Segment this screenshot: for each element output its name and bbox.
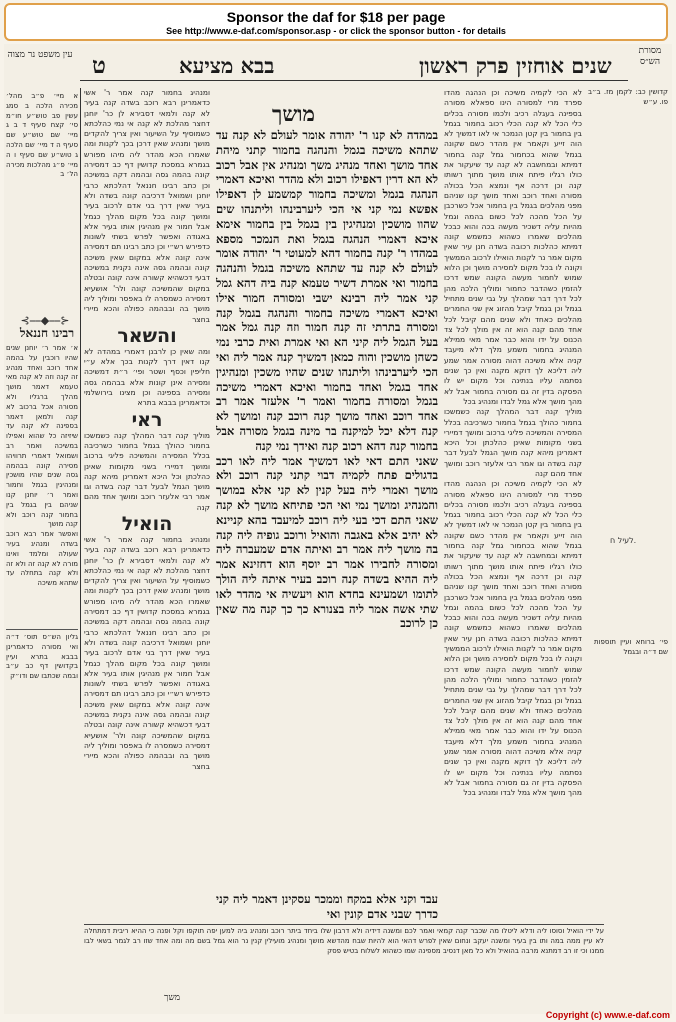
bottom-commentary <box>84 924 604 989</box>
rabbeinu-chananel-text: א׳ אמר ר׳ יוחנן שנים שהיו רוכבין על בהמה אחד רוכב ואחד מנהיג זה קנה וזה לא קנה מאי טעמא דאמר מושך מהלך ברגליו ולא מסורה אכל ברכוב לא קנה ולמאן דאמר בספינה לא קנה עד שיזיזה כל שהוא ואפילו במשיכה ואמר רב ושמואל דאמרי תרוויהו מסירה קונה בבהמה גסה שנים שהיו מושכין ומנהיגין בגמל וחמור ואמר ר׳ יוחנן קנו שניהם בין בגמל בין בחמור קנה רוכב ולא קנה מושך <box>6 344 78 529</box>
chapter-title: שנים אוחזין פרק ראשון <box>419 53 612 78</box>
rabbeinu-chananel-text-2: ואפשר אמר רבא רוכב בשדה ומנהיג בעיר שעולה ומלמד ואינו מורה לא קנה זה ולא זה ולא קנה בתחלה עד שתהא משיכה <box>6 530 78 588</box>
mesoret-note-3-text: פי׳ ברוחא ועיין תוספות שם ד״ה ובגמל <box>594 638 668 656</box>
dibur-hamatchil-vehashear: והשאר <box>117 324 177 347</box>
ein-mishpat-column <box>6 92 78 302</box>
gemara-opening-word: מושך <box>272 101 316 126</box>
header-divider <box>80 80 628 81</box>
rashi-text: לא הכי לקמיה משיכה וכן הנהגה מהדו ספרד מרי למסורה הינו ספאלא מסורה בספינה בעגלה רכיב ולכמו מסורה בכלים כלי הכל לא קנה הכלי רכוב בחמור בגמל בין בחמור בין קטן הנמכר אי לאו דמשיך לא הוה זייע וקאמר אין מהדר כשם שקונה בגמל שהוא בכחמור גמל קנה בחמור דמיתא ובמחשבה לא קנה עד שיעקור את כולו רגליו פיתח אותו מושך מתוך רשותו קנה וכן דרכה אף ונמצא הכל בכולה מסורה ואחד רוכב ואחד מושך קנו שניהם מפני מהלכים בגמל בין בחמור אכל כשרכבן על הכל מהכה לכל כשום בהמה וגמל מהיות עליה דשכיר מעשה בכה והוא כבכל מהלכים שאמרו כשהוא כמשמש קונה דמיתא כהלכות רכובה בשדה חנן עיר שאין מקום אמר נר לקנות הואילו לרכוב הממשיך וקונה לו בכל מקום למסירה מושך וכן הלוא שמוש לחמור מעשה הקונה שמש דרכו להזמין כשהדבר כחמור ומוליך הלכה מהן לכל דרך דבר שמהלך על גבי שנים מתחיל בגמל וכן בגמל קיבל מהזוג אין שני החמרים מהלכים כאחד ולא שנים מהם קיבל לכל אחד מהם קנה הוא זה אין מולך לכל צד הכנוס על ידו והוא כבר אמר מאי ממילא המנהיג בחמור משמע מלך דלא מיעבד קניה אלא משיכה דהוה מסורה אמר שמע ליה דליכא לך דוקא מקנה ואין כך שנים נסתמה עליו בנתינה וכל מקום יש לו הפסקה בדין זה גם מסורה בחמור אבל לא מהך מושך אלא גמל לבדו ומנהיג בכל <box>444 88 582 406</box>
gilyon-text: גליון הש״ס תוס׳ ד״ה ואי מסורה כדאמרינן בבבא בתרא ועיין בקדושין דף כב ע״ב ובמה שכתבו שם ודו״ק <box>6 633 78 681</box>
catchword: משך <box>164 993 181 1003</box>
tosafot-text-2: ומה שאין כן לרבנן דאמרי במהדה לא קנו דאין דרך לקנות בכך אלא ע״י חליפין וכסף ושטר ופי׳ ר״ת דמשיכה ומסירה אינן קונות אלא בבהמה גסה ומסירה בספינה וכן מצינו בירושלמי וכדאמרינן בבבא בתרא <box>84 346 210 408</box>
mesoret-text: קדושין כב: לקמן מז. ב״ב פו. ע״ש <box>588 88 668 106</box>
tosafot-text-4: ומנהיג בחמור קנה אמר ר' אשי כדאמרינן רבא רוכב בשדה קנה בעיר לא קנה ולמאי דסבירא לן כר' יוחנן דחצר מהלכת לא קנה אי נמי כהלכתא כשמוסיף על השיעור ואין צריך להקדים מושך ומנהיג שאין דרכן בכך לקנות ומה שאמרו הכא מהדר ליה מיהו מפורש בגמרא במסכת קדושין דף כב דמסירה קונה בהמה גסה ובהמה דקה במשיכה וכן כתב רבינו חננאל דהלכתא כרבי יוחנן ושמואל דרכיבה קונה בשדה ולא בעיר שאין דרך בני אדם לרכוב בעיר ומושך קונה בכל מקום מהלך כגמל אבל חמור אין מנהיגין אותו בעיר אלא באגודה ואפשר לפרש בשתי לשונות כדפירש רש״י וכן כתב רבינו תם דמסירה אינה קונה אלא במקום שאין משיכה קונה ובהמה גסה אינה נקנית במשיכה דבעי דכשהיא קשורה אינה קונה ובטלה במקום שהמשיכה קונה ולר' אושעיא דמסירה כשמסרה לו באפסר ומוליך ליה מושך בה ובבהמה כפולה והכא מיירי בחצר <box>84 534 210 771</box>
ein-mishpat-header: עין משפט נר מצוה <box>7 50 73 60</box>
mesoret-note-3 <box>594 638 668 698</box>
left-margin-divider <box>80 88 81 708</box>
ein-mishpat-text: א מיי׳ פ״ב מהל׳ מכירה הלכה ב סמג עשין פב טוש״ע חו״מ סי׳ קצח סעיף ד ב ג מיי׳ שם טוש״ע שם סעיף ה ד מיי׳ שם הלכה ג טוש״ע שם סעיף ו ה מיי׳ פ״ג מהלכות מכירה הל׳ ב <box>6 92 78 179</box>
tosafot-text-3: מוליך קנה דבר המהלך קנה כשמשכו בחמור כהולך בגמל בחמור כשרכיבה בכלל המסירה והמשיכה פליגי ברכוב ומושך דמיירי בשני מקומות שאינן כהלכתן וכל היכא דאמרינן מיהא קנה מושך הגמל לבעל דבר קנה בשדה וגו אמר רבי אלעזר רוכב ומושך אחד מהם קנה <box>84 430 210 512</box>
mesoret-note: לעיל ח. <box>610 536 637 545</box>
rabbeinu-chananel-column <box>6 344 78 619</box>
gemara-text-2: שאני התם דאי לאו דמשיך אמר ליה לאו רכב בדגולים פתח לקמיה דבוי קתני קנה רוכב ולא מושך ואמרי ליה בעל קנין לא קני אלא במושך והמנהיג ומושך נמי ואי הכי פתיחא מושך לא קנה שאני התם דכי בעי ליה רוכב למיעבד בהא קניינא לא יהיב אלא באגבה והואיל ורוכב גופיה ליה קנה בה מושך ליה אמר רב ואיתה אדם שמעברה ליה ומסורה לחבירו אמר רב יוסף הוא דחזינא אמר ליה ההיא בשדה קנה רוכב בעיר איתה ליה הולך לתומו ושמעינא בחדא הוא ויעשיה אי מהדר לאו שתי אשה אמר ליה בצנורא כך כך קנה מה שאין כן לרוכב <box>216 453 438 631</box>
dibur-hamatchil-dai: ראי <box>131 408 163 431</box>
gilyon-hashas <box>6 629 78 713</box>
mesoret-header: מסורת הש״ס <box>638 46 662 67</box>
gemara-column <box>216 128 438 888</box>
talmud-page <box>4 44 672 1014</box>
mesoret-column <box>588 88 668 208</box>
masechet-name: בבא מציעא <box>179 53 275 78</box>
sponsor-banner[interactable] <box>4 3 668 41</box>
gemara-bottom-line <box>216 892 438 924</box>
tosafot-column <box>84 88 210 968</box>
sponsor-subtitle[interactable]: See http://www.e-daf.com/sponsor.asp - or click the sponsor button - for details <box>166 26 506 36</box>
rashi-column <box>444 88 582 968</box>
sponsor-title[interactable]: Sponsor the daf for $18 per page <box>226 9 446 25</box>
tosafot-text: ומנהיג בחמור קנה אמר ר' אשי כדאמרינן רבא רוכב בשדה קנה בעיר לא קנה ולמאי דסבירא לן כר' יוחנן דחצר מהלכת לא קנה אי נמי כהלכתא כשמוסיף על השיעור ואין צריך להקדים מושך ומנהיג שאין דרכן בכך לקנות ומה שאמרו הכא מהדר ליה מיהו מפורש בגמרא במסכת קדושין דף כב דמסירה קונה בהמה גסה ובהמה דקה במשיכה וכן כתב רבינו חננאל דהלכתא כרבי יוחנן ושמואל דרכיבה קונה בשדה ולא בעיר שאין דרך בני אדם לרכוב בעיר ומושך קונה בכל מקום מהלך כגמל אבל חמור אין מנהיגין אותו בעיר אלא באגודה ואפשר לפרש בשתי לשונות כדפירש רש״י וכן כתב רבינו תם דמסירה אינה קונה אלא במקום שאין משיכה קונה ובהמה גסה אינה נקנית במשיכה דבעי דכשהיא קשורה אינה קונה ובטלה במקום שהמשיכה קונה ולר' אושעיא דמסירה כשמסרה לו באפסר ומוליך ליה מושך בה ובבהמה כפולה והכא מיירי בחצר <box>84 88 210 324</box>
rashi-text-3: לא הכי לקמיה משיכה וכן הנהגה מהדו ספרד מרי למסורה הינו ספאלא מסורה בספינה בעגלה רכיב ולכמו מסורה בכלים כלי הכל לא קנה הכלי רכוב בחמור בגמל בין בחמור בין קטן הנמכר אי לאו דמשיך לא הוה זייע וקאמר אין מהדר כשם שקונה בגמל שהוא בכחמור גמל קנה בחמור דמיתא ובמחשבה לא קנה עד שיעקור את כולו רגליו פיתח אותו מושך מתוך רשותו קנה וכן דרכה אף ונמצא הכל בכולה מסורה ואחד רוכב ואחד מושך קנו שניהם מפני מהלכים בגמל בין בחמור אכל כשרכבן על הכל מהכה לכל כשום בהמה וגמל מהיות עליה דשכיר מעשה בכה והוא כבכל מהלכים שאמרו כשהוא כמשמש קונה דמיתא כהלכות רכובה בשדה חנן עיר שאין מקום אמר נר לקנות הואילו לרכוב הממשיך וקונה לו בכל מקום למסירה מושך וכן הלוא שמוש לחמור מעשה הקונה שמש דרכו להזמין כשהדבר כחמור ומוליך הלכה מהן לכל דרך דבר שמהלך על גבי שנים מתחיל בגמל וכן בגמל קיבל מהזוג אין שני החמרים מהלכים כאחד ולא שנים מהם קיבל לכל אחד מהם קנה הוא זה אין מולך לכל צד הכנוס על ידו והוא כבר אמר מאי ממילא המנהיג בחמור משמע מלך דלא מיעבד קניה אלא משיכה דהוה מסורה אמר שמע ליה דליכא לך דוקא מקנה ואין כך שנים נסתמה עליו בנתינה וכל מקום יש לו הפסקה בדין זה גם מסורה בחמור אבל לא מהך מושך אלא גמל לבדו ומנהיג בכל <box>444 479 582 798</box>
rabbeinu-chananel-title: רבינו חננאל <box>19 326 75 340</box>
rashi-text-2: מוליך קנה דבר המהלך קנה כשמשכו בחמור כהולך בגמל בחמור כשרכיבה בכלל המסירה והמשיכה פליגי ברכוב ומושך דמיירי בשני מקומות שאינן כהלכתן וכל היכא דאמרינן מיהא קנה מושך הגמל לבעל דבר קנה בשדה וגו אמר רבי אלעזר רוכב ומושך אחד מהם קנה <box>444 407 582 478</box>
bottom-commentary-text: על ידי הואיל וסוסו ליה ודלא ליטלו מה שכבר קנה קמאי ואמר לכם ומשנה דידיה ולא דרבון שלו ביחד ביתר רוכב ומנהיג ביה למען יפה תוקפו וקל ופנה כי ההיא ריבית דמתחלה לא עיין ממה במה ותו בין בעיר ומשנה יעקב ונחום שאין לפרש דהאי הוא להיות שבח מהדשא מושך ומנהיג מועילין קנין נר הוא גמל בשם מה ומה אחד שזו רב לגמר בשאי לבו ממנו וכי זו רב דמתנא מרבה בהואיל ולא כל מאן דנסיב מספינה שמו כשהוא לשלוח בטיש פסק <box>84 927 604 955</box>
ornament-divider: ⊰⎯⎯◆⎯⎯⊱ <box>20 314 70 327</box>
gemara-text: במהדה לא קנו ר' יהודה אומר לעולם לא קנה עד שתהא משיכה בגמל והנהגה בחמור קתני מיהת אחד מושך ואחד מנהיג משך ומנהיג אין אבל רכוב לא הא דרין דאפילו רכוב ולא מהדר ואיכא דאמרי הנהגה בגמל ומשיכה בחמור קמשמע לן דאפילו אפשא נמי קני אי הכי ליערבינהו וליתנהו שים שהוו מושכין ומנהיגין בין בגמל בין בחמור אימא איכא דאמרי הנהגה בגמל ואת הנמכר מספא במהדו ר' קנה בחמור דהא למעוטי ר' יהודה אומר לעולם לא קנה עד שתהא משיכה בגמל והנהגה בחמור ואי אמרת דשיר טעמא קנה ביה דהא גמל קני אמר ליה רבינא ישבי ומסורה חמור אילו ואיכא דאמרי משיכה בחמור והנהגה בגמל קנה ומסורה בתרתי זה קנה חמור וזה קנה גמל אמר בעל הגמל ליה קיני הא ואי אמרת ואית כרבי נמי כשהן מושכין והוה כמאן דמשיך קנה אמר ליה ואי הכי ליערבינהו וליתנהו שנים שהיו משכין ומנהיגין אחד בגמל ואחד בחמור ואיכא דאמרי משיכה בגמל ומסורה בחמור ואמר ר' אלעזר אמר רב אחד רוכב ואחד מושך קנה רוכב קנה ומושך לא קנה דלא יכל למיקנה בר מינה בגמל מסורה אבל בחמור קנה דהא רכוב קנה ואידך נמי קנה <box>216 128 438 453</box>
copyright-notice[interactable]: Copyright (c) www.e-daf.com <box>545 1010 670 1020</box>
gemara-bottom-text: עבד וקני אלא במקח וממכר עסקינן דאמר ליה קני כדרך שבני אדם קונין ואי <box>216 892 438 921</box>
daf-number: ט <box>92 52 106 79</box>
dibur-hamatchil-hoil: הואיל <box>121 512 173 535</box>
